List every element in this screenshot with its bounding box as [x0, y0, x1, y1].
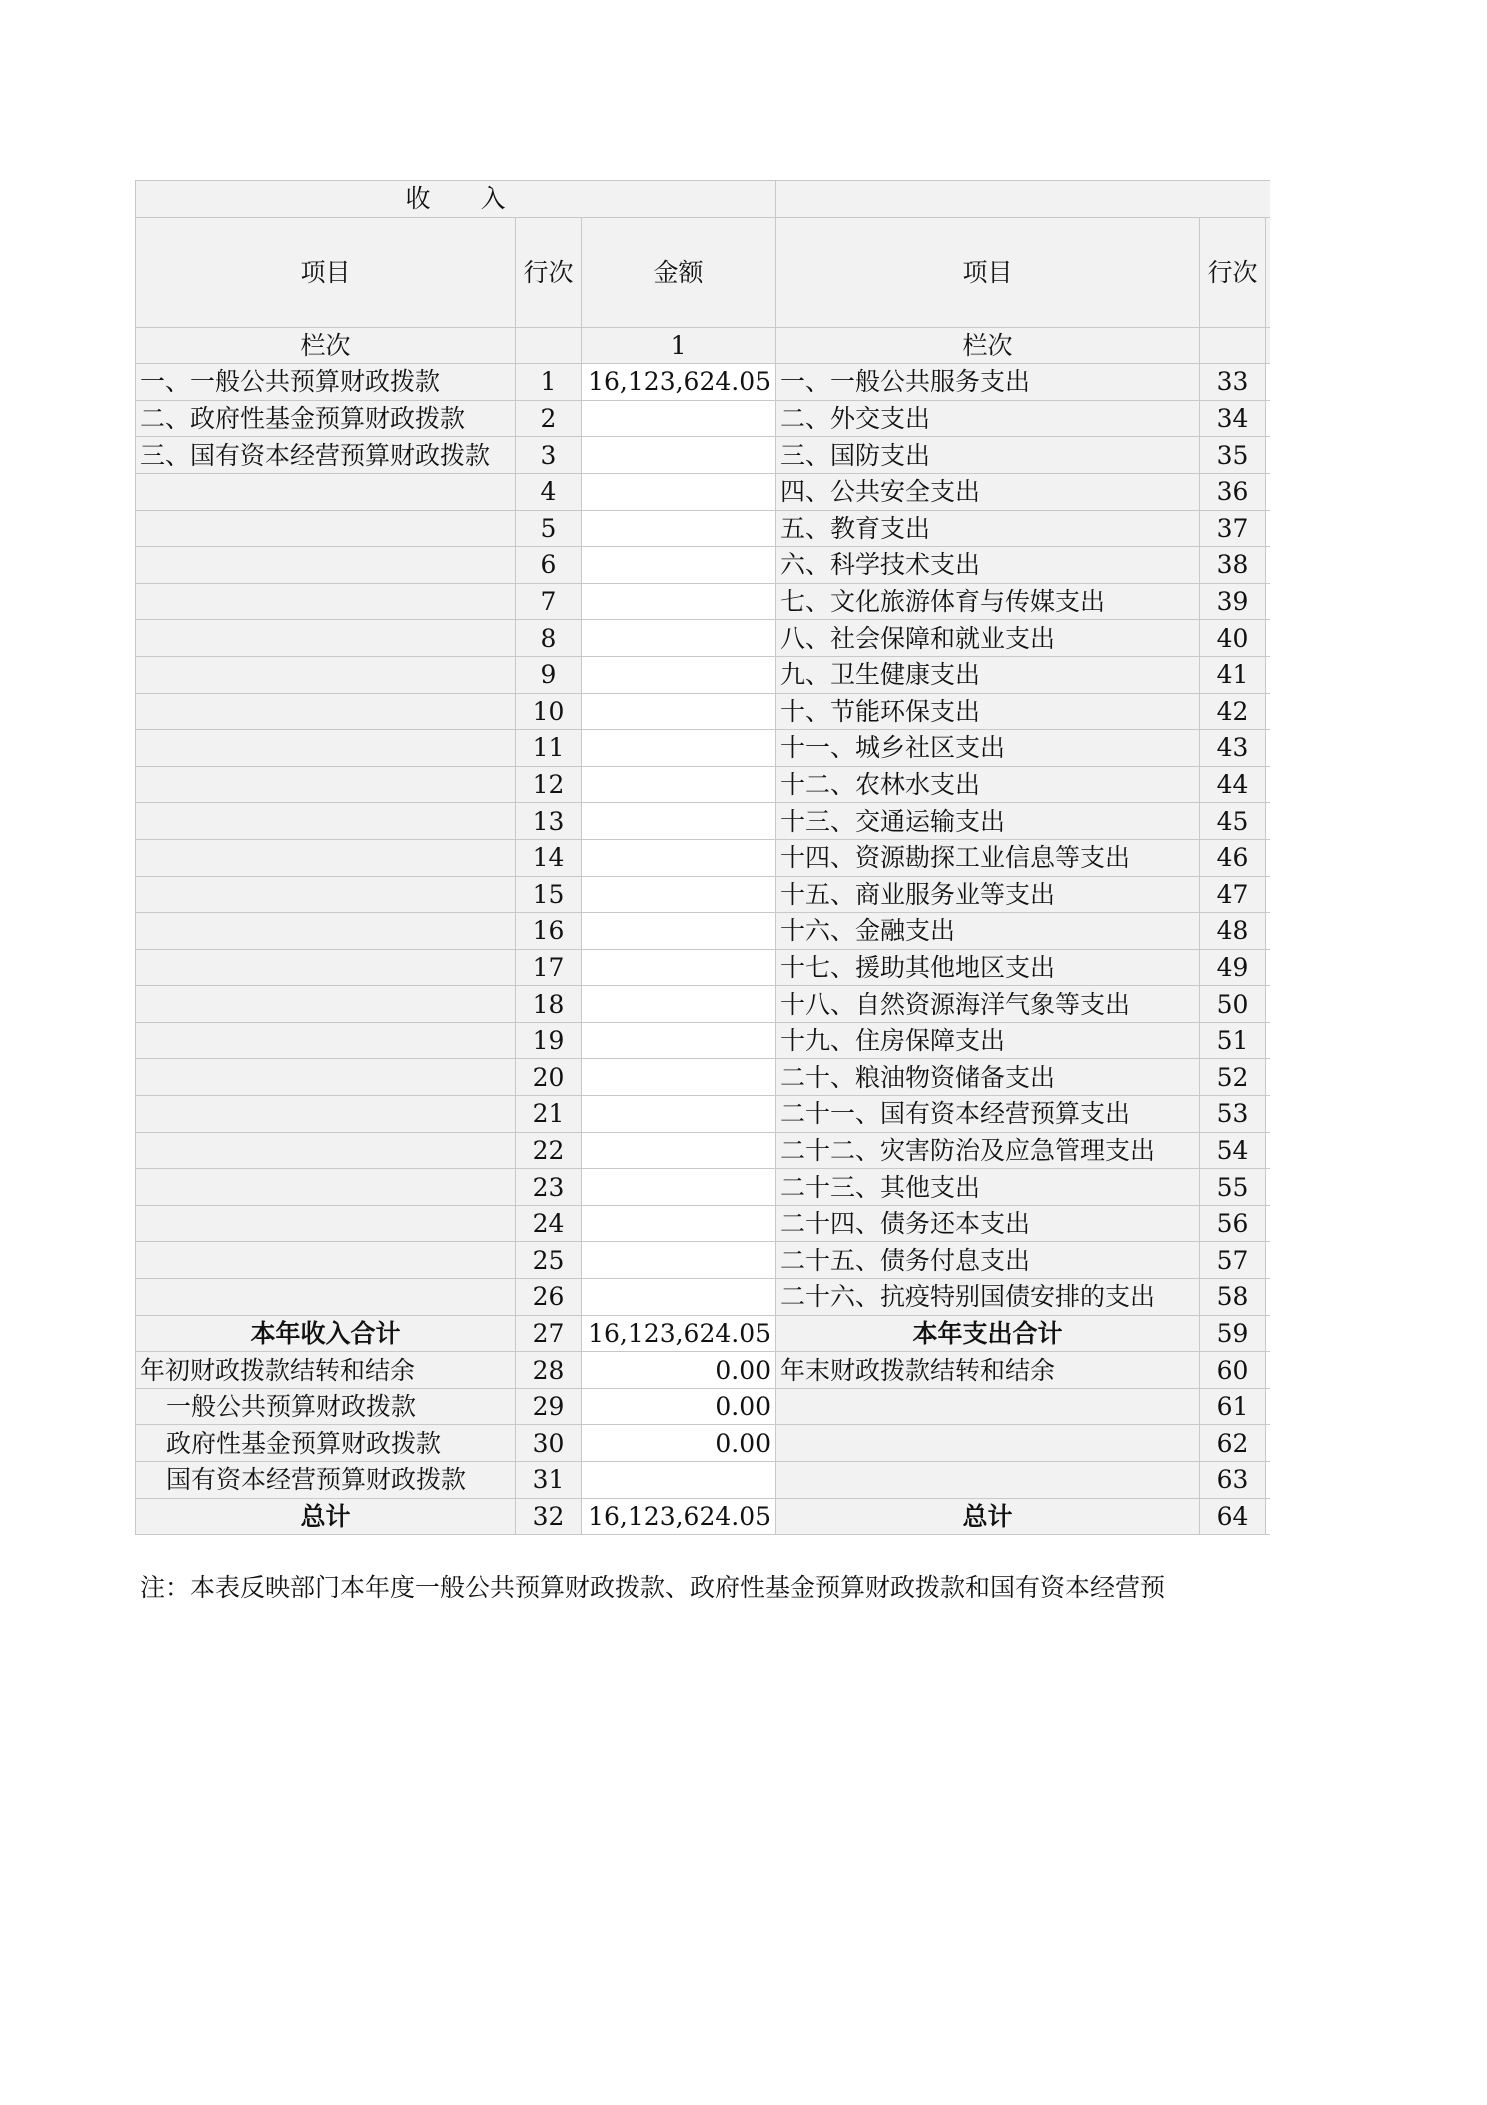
sub-fund-ex-amount[interactable]: [1266, 1425, 1270, 1462]
table-row: [136, 1022, 1271, 1059]
sub-capital-ex-row-no: 63: [1200, 1462, 1266, 1499]
sub-fund-row-no: 30: [516, 1425, 582, 1462]
income-item: [136, 839, 516, 876]
income-amount[interactable]: [582, 1096, 776, 1133]
expense-amount[interactable]: [1266, 437, 1270, 474]
expense-amount[interactable]: [1266, 364, 1270, 401]
grand-total-expense-label: 总计: [776, 1498, 1200, 1535]
expense-row-no: 38: [1200, 547, 1266, 584]
expense-amount[interactable]: [1266, 693, 1270, 730]
expense-amount[interactable]: [1266, 400, 1270, 437]
income-amount[interactable]: [582, 730, 776, 767]
income-row-no: 12: [516, 766, 582, 803]
income-item: 三、国有资本经营预算财政拨款: [136, 437, 516, 474]
table-row: [136, 1205, 1271, 1242]
income-row-no: 25: [516, 1242, 582, 1279]
expense-row-no: 51: [1200, 1022, 1266, 1059]
table-row: [136, 547, 1271, 584]
expense-row-no: 40: [1200, 620, 1266, 657]
expense-row-no: 57: [1200, 1242, 1266, 1279]
expense-amount[interactable]: [1266, 1059, 1270, 1096]
income-row-no: 22: [516, 1132, 582, 1169]
income-item: [136, 949, 516, 986]
table-row: [136, 766, 1271, 803]
expense-row-no: 58: [1200, 1279, 1266, 1316]
income-item: [136, 1242, 516, 1279]
income-amount[interactable]: [582, 1059, 776, 1096]
seq-row-no-expense: [1200, 327, 1266, 364]
income-item: [136, 986, 516, 1023]
table-row: [136, 400, 1271, 437]
income-item: [136, 547, 516, 584]
expense-row-no: 44: [1200, 766, 1266, 803]
col-header-row-no: 行次: [516, 217, 582, 327]
expense-row-no: 54: [1200, 1132, 1266, 1169]
expense-row-no: 35: [1200, 437, 1266, 474]
expense-amount[interactable]: [1266, 803, 1270, 840]
income-row-no: 1: [516, 364, 582, 401]
table-row: [136, 1242, 1271, 1279]
expense-item: 七、文化旅游体育与传媒支出: [776, 583, 1200, 620]
income-item: [136, 876, 516, 913]
col-header-item-expense: 项目: [776, 217, 1200, 327]
income-row-no: 10: [516, 693, 582, 730]
expense-section-title: [776, 181, 1270, 218]
income-amount[interactable]: [582, 1169, 776, 1206]
sub-general-ex-row-no: 61: [1200, 1388, 1266, 1425]
expense-item: 十一、城乡社区支出: [776, 730, 1200, 767]
expense-row-no: 55: [1200, 1169, 1266, 1206]
table-row: [136, 986, 1271, 1023]
expense-row-no: 39: [1200, 583, 1266, 620]
income-item: [136, 473, 516, 510]
sub-general-amount[interactable]: 0.00: [582, 1388, 776, 1425]
expense-amount[interactable]: [1266, 620, 1270, 657]
expense-amount[interactable]: [1266, 583, 1270, 620]
expense-item: 十九、住房保障支出: [776, 1022, 1200, 1059]
table-row: [136, 583, 1271, 620]
expense-row-no: 33: [1200, 364, 1266, 401]
sub-capital-ex-item: [776, 1462, 1200, 1499]
sub-general-row-no: 29: [516, 1388, 582, 1425]
expense-item: 十二、农林水支出: [776, 766, 1200, 803]
expense-item: 二十四、债务还本支出: [776, 1205, 1200, 1242]
table-row: [136, 1279, 1271, 1316]
income-row-no: 21: [516, 1096, 582, 1133]
expense-item: 一、一般公共服务支出: [776, 364, 1200, 401]
sub-general-label: 一般公共预算财政拨款: [136, 1388, 516, 1425]
income-row-no: 9: [516, 656, 582, 693]
expense-item: 九、卫生健康支出: [776, 656, 1200, 693]
expense-item: 十五、商业服务业等支出: [776, 876, 1200, 913]
table-row: [136, 1096, 1271, 1133]
carry-out-amount[interactable]: [1266, 1352, 1270, 1389]
seq-number: 1: [582, 327, 776, 364]
income-amount[interactable]: [582, 437, 776, 474]
income-item: [136, 583, 516, 620]
income-row-no: 8: [516, 620, 582, 657]
income-amount[interactable]: [582, 913, 776, 950]
sub-capital-ex-amount[interactable]: [1266, 1462, 1270, 1499]
table-row: [136, 949, 1271, 986]
income-item: [136, 1022, 516, 1059]
sub-fund-label: 政府性基金预算财政拨款: [136, 1425, 516, 1462]
year-expense-total-label: 本年支出合计: [776, 1315, 1200, 1352]
income-row-no: 26: [516, 1279, 582, 1316]
income-row-no: 23: [516, 1169, 582, 1206]
expense-amount[interactable]: [1266, 949, 1270, 986]
income-item: [136, 620, 516, 657]
income-amount[interactable]: [582, 766, 776, 803]
expense-item: 十七、援助其他地区支出: [776, 949, 1200, 986]
income-amount[interactable]: [582, 400, 776, 437]
income-amount[interactable]: [582, 839, 776, 876]
income-row-no: 5: [516, 510, 582, 547]
income-amount[interactable]: [582, 547, 776, 584]
income-amount[interactable]: [582, 1242, 776, 1279]
table-row: [136, 620, 1271, 657]
sub-fund-amount[interactable]: 0.00: [582, 1425, 776, 1462]
expense-amount[interactable]: [1266, 1022, 1270, 1059]
year-income-total-label: 本年收入合计: [136, 1315, 516, 1352]
table-row: [136, 1169, 1271, 1206]
income-amount[interactable]: [582, 473, 776, 510]
expense-row-no: 56: [1200, 1205, 1266, 1242]
expense-row-no: 46: [1200, 839, 1266, 876]
expense-row-no: 41: [1200, 656, 1266, 693]
expense-item: 二十一、国有资本经营预算支出: [776, 1096, 1200, 1133]
expense-row-no: 37: [1200, 510, 1266, 547]
carry-in-row-no: 28: [516, 1352, 582, 1389]
table-row: [136, 913, 1271, 950]
income-item: [136, 766, 516, 803]
expense-row-no: 50: [1200, 986, 1266, 1023]
expense-row-no: 42: [1200, 693, 1266, 730]
expense-amount[interactable]: [1266, 730, 1270, 767]
income-item: [136, 656, 516, 693]
expense-row-no: 48: [1200, 913, 1266, 950]
expense-amount[interactable]: [1266, 986, 1270, 1023]
income-amount[interactable]: [582, 803, 776, 840]
seq-label-expense: 栏次: [776, 327, 1200, 364]
seq-extra: [1266, 327, 1270, 364]
income-item: [136, 693, 516, 730]
year-expense-amount[interactable]: [1266, 1315, 1270, 1352]
carry-out-label: 年末财政拨款结转和结余: [776, 1352, 1200, 1389]
year-income-amount[interactable]: 16,123,624.05: [582, 1315, 776, 1352]
expense-amount[interactable]: [1266, 876, 1270, 913]
income-row-no: 19: [516, 1022, 582, 1059]
table-row: [136, 510, 1271, 547]
income-amount[interactable]: [582, 656, 776, 693]
income-row-no: 6: [516, 547, 582, 584]
expense-item: 二十三、其他支出: [776, 1169, 1200, 1206]
income-amount[interactable]: [582, 949, 776, 986]
sub-capital-label: 国有资本经营预算财政拨款: [136, 1462, 516, 1499]
grand-total-label: 总计: [136, 1498, 516, 1535]
expense-amount[interactable]: [1266, 1205, 1270, 1242]
budget-table: [135, 180, 1270, 1535]
income-item: [136, 1169, 516, 1206]
budget-table-sheet: [135, 180, 1270, 1535]
expense-item: 八、社会保障和就业支出: [776, 620, 1200, 657]
income-row-no: 7: [516, 583, 582, 620]
col-header-row-no-expense: 行次: [1200, 217, 1266, 327]
table-row: [136, 364, 1271, 401]
table-row: [136, 473, 1271, 510]
expense-amount[interactable]: [1266, 1169, 1270, 1206]
seq-label: 栏次: [136, 327, 516, 364]
expense-item: 二十六、抗疫特别国债安排的支出: [776, 1279, 1200, 1316]
income-item: [136, 913, 516, 950]
expense-item: 十、节能环保支出: [776, 693, 1200, 730]
income-amount[interactable]: [582, 1022, 776, 1059]
col-header-extra: [1266, 217, 1270, 327]
table-row: [136, 656, 1271, 693]
income-row-no: 4: [516, 473, 582, 510]
carry-out-row-no: 60: [1200, 1352, 1266, 1389]
income-amount[interactable]: 16,123,624.05: [582, 364, 776, 401]
expense-item: 二十二、灾害防治及应急管理支出: [776, 1132, 1200, 1169]
expense-row-no: 49: [1200, 949, 1266, 986]
col-header-item: 项目: [136, 217, 516, 327]
income-item: [136, 730, 516, 767]
income-row-no: 11: [516, 730, 582, 767]
expense-item: 十六、金融支出: [776, 913, 1200, 950]
year-income-row-no: 27: [516, 1315, 582, 1352]
sub-fund-ex-row-no: 62: [1200, 1425, 1266, 1462]
income-row-no: 3: [516, 437, 582, 474]
income-row-no: 17: [516, 949, 582, 986]
sub-capital-row-no: 31: [516, 1462, 582, 1499]
grand-total-expense-amount[interactable]: [1266, 1498, 1270, 1535]
table-footnote: 注：本表反映部门本年度一般公共预算财政拨款、政府性基金预算财政拨款和国有资本经营预: [140, 1573, 1166, 1602]
income-row-no: 24: [516, 1205, 582, 1242]
income-row-no: 16: [516, 913, 582, 950]
table-row: [136, 437, 1271, 474]
sub-capital-amount[interactable]: [582, 1462, 776, 1499]
expense-item: 六、科学技术支出: [776, 547, 1200, 584]
expense-item: 二十、粮油物资储备支出: [776, 1059, 1200, 1096]
sub-fund-ex-item: [776, 1425, 1200, 1462]
table-row: [136, 693, 1271, 730]
income-amount[interactable]: [582, 876, 776, 913]
expense-item: 三、国防支出: [776, 437, 1200, 474]
expense-row-no: 36: [1200, 473, 1266, 510]
expense-amount[interactable]: [1266, 1279, 1270, 1316]
income-item: [136, 1279, 516, 1316]
expense-amount[interactable]: [1266, 473, 1270, 510]
income-item: 二、政府性基金预算财政拨款: [136, 400, 516, 437]
income-item: [136, 1096, 516, 1133]
income-amount[interactable]: [582, 510, 776, 547]
income-row-no: 18: [516, 986, 582, 1023]
expense-item: 十四、资源勘探工业信息等支出: [776, 839, 1200, 876]
sub-general-ex-amount[interactable]: [1266, 1388, 1270, 1425]
table-row: [136, 1132, 1271, 1169]
table-row: [136, 803, 1271, 840]
expense-row-no: 43: [1200, 730, 1266, 767]
income-item: [136, 803, 516, 840]
grand-total-row-no: 32: [516, 1498, 582, 1535]
expense-amount[interactable]: [1266, 656, 1270, 693]
income-item: 一、一般公共预算财政拨款: [136, 364, 516, 401]
income-amount[interactable]: [582, 1279, 776, 1316]
grand-total-amount[interactable]: 16,123,624.05: [582, 1498, 776, 1535]
income-section-title: 收 入: [136, 181, 776, 218]
expense-amount[interactable]: [1266, 913, 1270, 950]
income-amount[interactable]: [582, 620, 776, 657]
grand-total-expense-row-no: 64: [1200, 1498, 1266, 1535]
expense-item: 十八、自然资源海洋气象等支出: [776, 986, 1200, 1023]
table-row: [136, 730, 1271, 767]
income-item: [136, 1059, 516, 1096]
expense-row-no: 34: [1200, 400, 1266, 437]
income-amount[interactable]: [582, 1132, 776, 1169]
carry-in-amount[interactable]: 0.00: [582, 1352, 776, 1389]
expense-row-no: 53: [1200, 1096, 1266, 1133]
income-amount[interactable]: [582, 693, 776, 730]
table-row: [136, 876, 1271, 913]
expense-item: 二、外交支出: [776, 400, 1200, 437]
income-amount[interactable]: [582, 1205, 776, 1242]
income-item: [136, 510, 516, 547]
table-row: [136, 1059, 1271, 1096]
expense-item: 五、教育支出: [776, 510, 1200, 547]
expense-amount[interactable]: [1266, 1242, 1270, 1279]
sub-general-ex-item: [776, 1388, 1200, 1425]
income-item: [136, 1132, 516, 1169]
expense-amount[interactable]: [1266, 510, 1270, 547]
expense-row-no: 47: [1200, 876, 1266, 913]
col-header-amount: 金额: [582, 217, 776, 327]
expense-item: 十三、交通运输支出: [776, 803, 1200, 840]
income-row-no: 13: [516, 803, 582, 840]
expense-amount[interactable]: [1266, 766, 1270, 803]
expense-amount[interactable]: [1266, 547, 1270, 584]
income-row-no: 2: [516, 400, 582, 437]
expense-row-no: 45: [1200, 803, 1266, 840]
income-item: [136, 1205, 516, 1242]
carry-in-label: 年初财政拨款结转和结余: [136, 1352, 516, 1389]
year-expense-row-no: 59: [1200, 1315, 1266, 1352]
expense-amount[interactable]: [1266, 1096, 1270, 1133]
table-row: [136, 839, 1271, 876]
income-amount[interactable]: [582, 583, 776, 620]
income-row-no: 14: [516, 839, 582, 876]
seq-row-no: [516, 327, 582, 364]
income-row-no: 20: [516, 1059, 582, 1096]
expense-item: 四、公共安全支出: [776, 473, 1200, 510]
expense-amount[interactable]: [1266, 839, 1270, 876]
expense-item: 二十五、债务付息支出: [776, 1242, 1200, 1279]
expense-row-no: 52: [1200, 1059, 1266, 1096]
expense-amount[interactable]: [1266, 1132, 1270, 1169]
income-row-no: 15: [516, 876, 582, 913]
income-amount[interactable]: [582, 986, 776, 1023]
